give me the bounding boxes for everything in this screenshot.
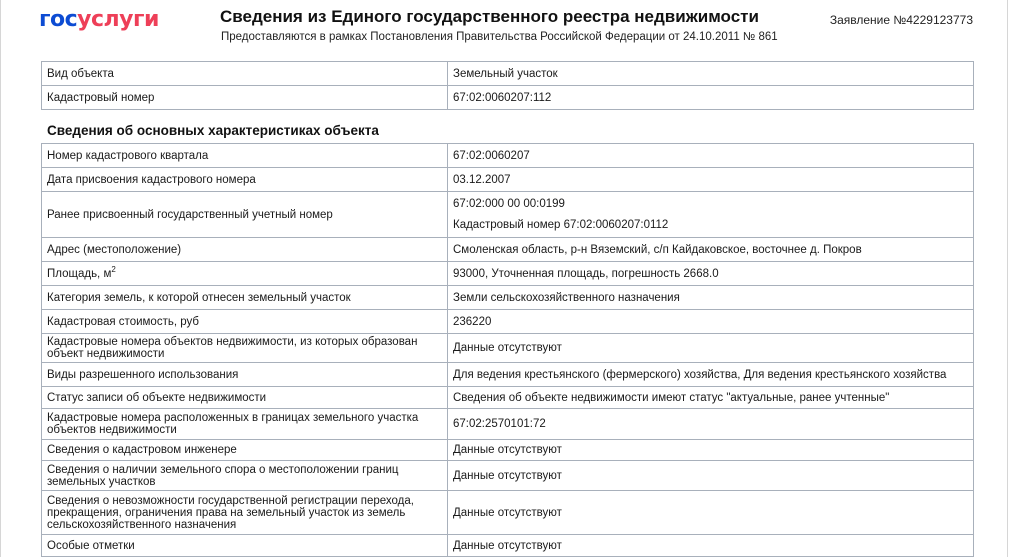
row-label: Сведения о кадастровом инженере bbox=[42, 440, 448, 461]
row-label: Особые отметки bbox=[42, 535, 448, 557]
table-row bbox=[42, 535, 974, 557]
row-label: Виды разрешенного использования bbox=[42, 363, 448, 387]
row-label: Кадастровый номер bbox=[42, 86, 448, 110]
table-row bbox=[42, 238, 974, 262]
row-value: Данные отсутствуют bbox=[448, 440, 974, 461]
row-value: 67:02:0060207 bbox=[448, 144, 974, 168]
table-row bbox=[42, 363, 974, 387]
logo-text-uslugi: услуги bbox=[77, 7, 159, 32]
document-header bbox=[0, 0, 1010, 50]
row-label: Сведения о невозможности государственной регистрации перехода, прекращения, ограничения права на земельный участок из земель сельскохозяйственного назначения bbox=[42, 491, 448, 535]
previous-number-value: 67:02:000 00 00:0199 bbox=[453, 198, 565, 210]
row-value: Сведения об объекте недвижимости имеют статус "актуальные, ранее учтенные" bbox=[448, 387, 974, 409]
row-value: 236220 bbox=[448, 310, 974, 334]
object-identification-table bbox=[41, 61, 974, 110]
table-row bbox=[42, 440, 974, 461]
row-label: Сведения о наличии земельного спора о местоположении границ земельных участков bbox=[42, 461, 448, 491]
row-value: Данные отсутствуют bbox=[448, 491, 974, 535]
table-row bbox=[42, 62, 974, 86]
row-value: Земли сельскохозяйственного назначения bbox=[448, 286, 974, 310]
table-row bbox=[42, 168, 974, 192]
previous-cadastral-number-value: Кадастровый номер 67:02:0060207:0112 bbox=[453, 219, 669, 231]
row-value: 03.12.2007 bbox=[448, 168, 974, 192]
row-label: Ранее присвоенный государственный учетный номер bbox=[42, 192, 448, 238]
table-row bbox=[42, 310, 974, 334]
table-row bbox=[42, 144, 974, 168]
characteristics-table bbox=[41, 143, 974, 557]
table-row bbox=[42, 86, 974, 110]
row-label: Категория земель, к которой отнесен земельный участок bbox=[42, 286, 448, 310]
table-row bbox=[42, 409, 974, 440]
document-subtitle: Предоставляются в рамках Постановления Правительства Российской Федерации от 24.10.2011 № 861 bbox=[221, 31, 778, 43]
row-value: Смоленская область, р-н Вяземский, с/п Кайдаковское, восточнее д. Покров bbox=[448, 238, 974, 262]
section-title: Сведения об основных характеристиках объекта bbox=[47, 123, 379, 138]
table-row bbox=[42, 461, 974, 491]
area-unit-superscript: 2 bbox=[111, 264, 116, 274]
table-row bbox=[42, 491, 974, 535]
application-number: Заявление №4229123773 bbox=[829, 13, 973, 27]
row-label: Вид объекта bbox=[42, 62, 448, 86]
table-row bbox=[42, 387, 974, 409]
row-label: Статус записи об объекте недвижимости bbox=[42, 387, 448, 409]
row-label: Кадастровые номера объектов недвижимости, из которых образован объект недвижимости bbox=[42, 334, 448, 363]
row-label: Адрес (местоположение) bbox=[42, 238, 448, 262]
row-value: 67:02:0060207:112 bbox=[448, 86, 974, 110]
gosuslugi-logo[interactable] bbox=[39, 7, 159, 33]
table-row bbox=[42, 192, 974, 238]
row-label bbox=[42, 262, 448, 286]
table-row bbox=[42, 286, 974, 310]
row-value: 67:02:2570101:72 bbox=[448, 409, 974, 440]
row-value: Земельный участок bbox=[448, 62, 974, 86]
logo-text-gos: гос bbox=[39, 7, 78, 32]
table-row bbox=[42, 262, 974, 286]
row-label: Дата присвоения кадастрового номера bbox=[42, 168, 448, 192]
row-label: Кадастровые номера расположенных в границах земельного участка объектов недвижимости bbox=[42, 409, 448, 440]
document-title: Сведения из Единого государственного реестра недвижимости bbox=[220, 7, 759, 26]
row-value: Данные отсутствуют bbox=[448, 461, 974, 491]
row-value: 93000, Уточненная площадь, погрешность 2668.0 bbox=[448, 262, 974, 286]
row-label: Номер кадастрового квартала bbox=[42, 144, 448, 168]
row-label: Кадастровая стоимость, руб bbox=[42, 310, 448, 334]
row-value: Данные отсутствуют bbox=[448, 334, 974, 363]
row-value bbox=[448, 192, 974, 238]
row-value: Для ведения крестьянского (фермерского) хозяйства, Для ведения крестьянского хозяйства bbox=[448, 363, 974, 387]
area-label-text: Площадь, м bbox=[47, 267, 112, 280]
table-row bbox=[42, 334, 974, 363]
row-value: Данные отсутствуют bbox=[448, 535, 974, 557]
